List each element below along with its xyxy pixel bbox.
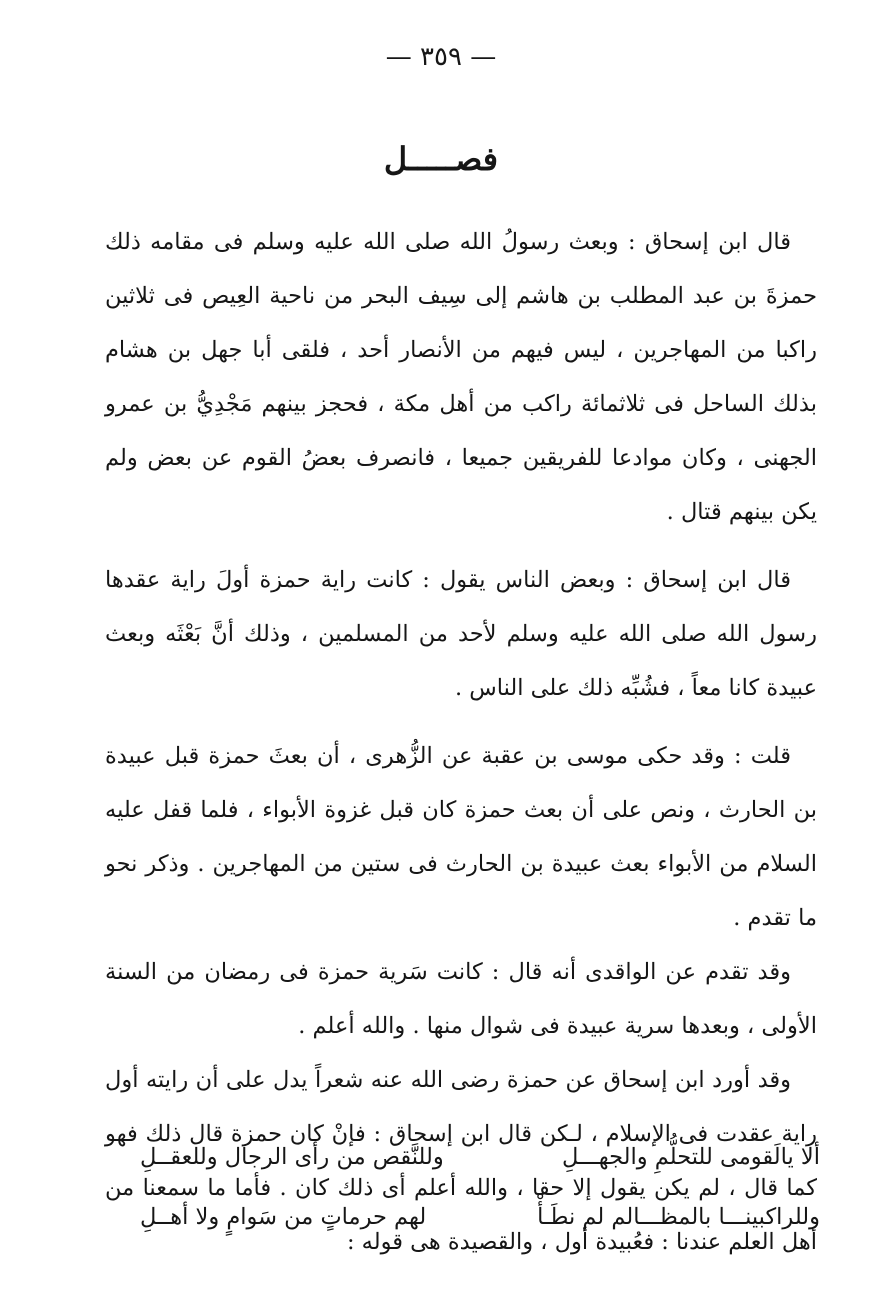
verse-first-hemistich: ألا يالَقومى للتحلُّمِ والجهـــلِ (561, 1144, 820, 1170)
paragraph-2 (105, 553, 817, 715)
verse-second-hemistich: وللنَّقص من رأى الرجال وللعقــلِ (140, 1144, 444, 1170)
page-number: — ٣٥٩ — (385, 42, 497, 72)
paragraph-text: وقد أورد ابن إسحاق عن حمزة رضى الله عنه شعراً يدل على أن رايته أول راية عقدت فى الإسلام ، لـكن قال ابن إسحاق : فإنْ كان حمزة قال ذلك فهو كما قال ، لم يكن يقول إلا حقا ، والله أعلم أى ذلك كان . فأما ما سمعنا من أهل العلم عندنا : فعُبيدة أول ، والقصيدة هى قوله : (105, 1067, 817, 1255)
paragraph-text: قلت : وقد حكى موسى بن عقبة عن الزُّهرى ، أن بعثَ حمزة قبل عبيدة بن الحارث ، ونص على أن بعث حمزة كان قبل غزوة الأبواء ، فلما قفل عليه السلام من الأبواء بعث عبيدة بن الحارث فى ستين من المهاجرين . وذكر نحو ما تقدم . (105, 743, 817, 931)
paragraph-4 (105, 945, 817, 1053)
verse-second-hemistich: لهم حرماتٍ من سَوامٍ ولا أهــلِ (140, 1204, 427, 1230)
poem (140, 1135, 820, 1255)
paragraph-3 (105, 729, 817, 945)
poem-verse (140, 1135, 820, 1195)
poem-verse (140, 1195, 820, 1255)
verse-first-hemistich: وللراكبينـــا بالمظـــالم لم نطَـأْ (537, 1204, 820, 1230)
paragraph-text: قال ابن إسحاق : وبعض الناس يقول : كانت راية حمزة أولَ راية عقدها رسول الله صلى الله عليه وسلم لأحد من المسلمين ، وذلك أنَّ بَعْثَه وبعث عبيدة كانا معاً ، فشُبِّه ذلك على الناس . (105, 567, 817, 701)
section-title: فصـــــل (383, 140, 499, 178)
body-text (105, 215, 817, 1269)
paragraph-text: قال ابن إسحاق : وبعث رسولُ الله صلى الله عليه وسلم فى مقامه ذلك حمزةَ بن عبد المطلب بن هاشم إلى سِيف البحر من ناحية العِيص فى ثلاثين راكبا من المهاجرين ، ليس فيهم من الأنصار أحد ، فلقى أبا جهل بن هشام بذلك الساحل فى ثلاثمائة راكب من أهل مكة ، فحجز بينهم مَجْدِيُّ بن عمرو الجهنى ، وكان موادعا للفريقين جميعا ، فانصرف بعضُ القوم عن بعض ولم يكن بينهم قتال . (105, 229, 817, 525)
paragraph-1 (105, 215, 817, 539)
paragraph-text: وقد تقدم عن الواقدى أنه قال : كانت سَرية حمزة فى رمضان من السنة الأولى ، وبعدها سرية عبيدة فى شوال منها . والله أعلم . (105, 959, 817, 1039)
